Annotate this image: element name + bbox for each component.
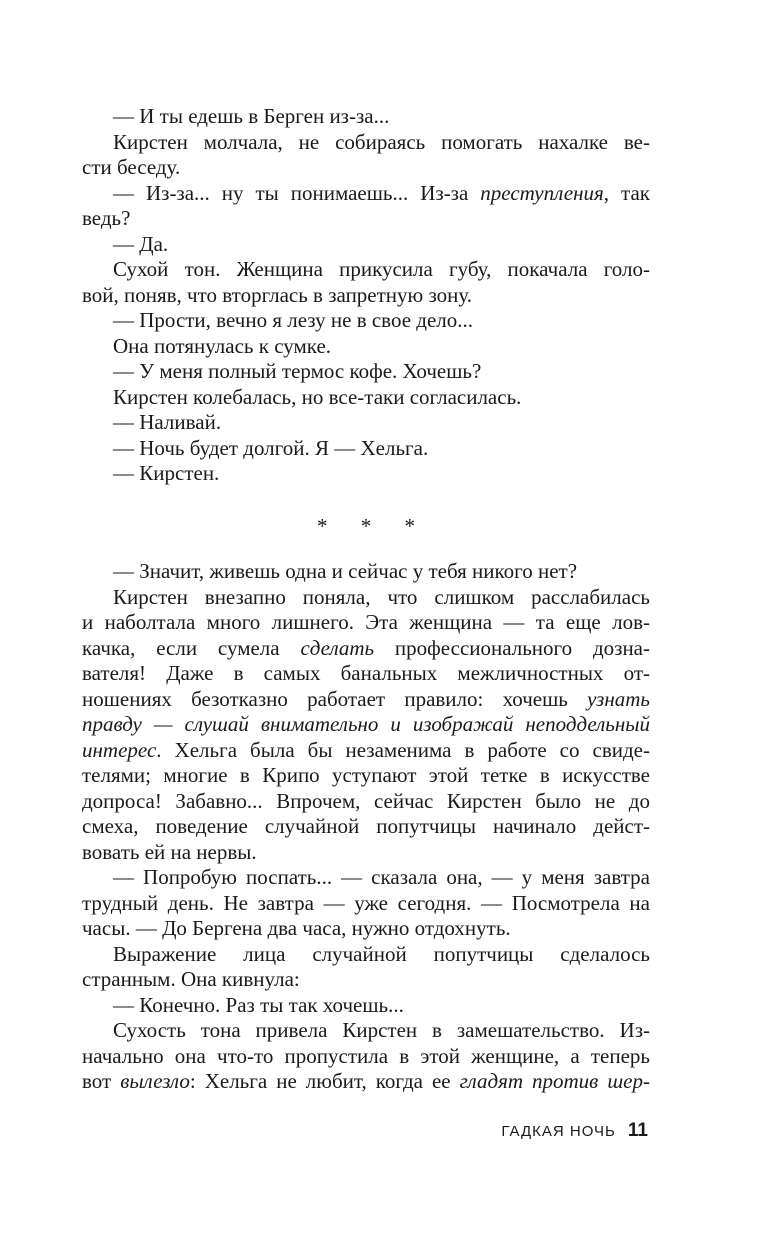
text-span: вот [82, 1069, 121, 1093]
italic-span: сделать [300, 635, 375, 660]
text-line [82, 738, 650, 764]
text-line: вателя! Даже в самых банальных межличностных от- [82, 661, 650, 685]
italic-span: интерес [82, 737, 157, 762]
paragraph [82, 232, 650, 258]
text-line: — Наливай. [113, 410, 222, 434]
paragraph [82, 461, 650, 487]
paragraph [82, 559, 650, 585]
page-footer [501, 1120, 648, 1142]
italic-span: гладят против шер- [459, 1069, 650, 1093]
text-line: Кирстен колебалась, но все-таки согласилась. [113, 384, 522, 409]
italic-span: вылезло [120, 1069, 190, 1093]
text-line: Сухой тон. Женщина прикусила губу, покачала голо- [113, 257, 650, 281]
text-span: профессионального дозна- [374, 635, 650, 660]
text-line [82, 181, 650, 207]
text-line: — И ты едешь в Берген из-за... [113, 104, 390, 128]
text-line: вовать ей на нервы. [82, 839, 257, 864]
paragraph [82, 385, 650, 411]
text-line: ведь? [82, 206, 131, 230]
text-line: — Да. [113, 231, 169, 256]
text-span: , так [603, 180, 650, 205]
section-separator: * * * [317, 513, 429, 538]
paragraph [82, 104, 650, 130]
text-line: — Кирстен. [113, 461, 220, 485]
text-line: трудный день. Не завтра — уже сегодня. — Посмотрела на [82, 890, 650, 915]
text-line: Кирстен внезапно поняла, что слишком расслабилась [113, 584, 650, 609]
text-span: ношениях безотказно работает правило: хочешь [82, 686, 588, 711]
text-line [82, 712, 650, 738]
text-line: — Прости, вечно я лезу не в свое дело... [113, 308, 474, 332]
text-line: Кирстен молчала, не собираясь помогать нахалке ве- [113, 129, 650, 154]
text-line: сти беседу. [82, 155, 181, 179]
paragraph [82, 308, 650, 334]
italic-span: преступления [480, 180, 604, 205]
italic-span: узнать [587, 686, 650, 711]
paragraph [82, 993, 650, 1019]
text-line: — Конечно. Раз ты так хочешь... [113, 992, 404, 1017]
text-line: допроса! Забавно... Впрочем, сейчас Кирстен было не до [82, 788, 650, 813]
paragraph [82, 334, 650, 360]
text-line: часы. — До Бергена два часа, нужно отдохнуть. [82, 916, 511, 940]
text-line: Сухость тона привела Кирстен в замешательство. Из- [113, 1018, 650, 1042]
paragraph [82, 865, 650, 942]
italic-span: правду — слушай внимательно и изображай неподдельный [82, 712, 650, 736]
text-line: Она потянулась к сумке. [113, 333, 332, 358]
text-line: странным. Она кивнула: [82, 967, 300, 991]
text-line: и наболтала много лишнего. Эта женщина — та еще лов- [82, 610, 650, 634]
paragraph [82, 1018, 650, 1095]
text-line: телями; многие в Крипо уступают этой тетке в искусстве [82, 763, 650, 787]
text-line: — Ночь будет долгой. Я — Хельга. [113, 435, 429, 460]
text-line: вой, поняв, что вторглась в запретную зону. [82, 282, 473, 307]
text-line: — Значит, живешь одна и сейчас у тебя никого нет? [113, 559, 578, 583]
page-body [82, 104, 650, 1095]
text-line [82, 687, 650, 713]
text-line: Выражение лица случайной попутчицы сделалось [113, 941, 650, 966]
page-number: 11 [627, 1120, 648, 1141]
running-title: ГАДКАЯ НОЧЬ [501, 1123, 616, 1140]
text-span: . Хельга была бы незаменима в работе со свиде- [156, 737, 650, 762]
paragraph [82, 942, 650, 993]
paragraph [82, 436, 650, 462]
text-line: начально она что-то пропустила в этой женщине, а теперь [82, 1043, 650, 1068]
paragraph [82, 257, 650, 308]
paragraph [82, 130, 650, 181]
text-span: : Хельга не любит, когда ее [189, 1069, 460, 1093]
paragraph [82, 359, 650, 385]
text-line: — У меня полный термос кофе. Хочешь? [113, 359, 482, 383]
text-line: смеха, поведение случайной попутчицы начинало дейст- [82, 814, 650, 838]
text-line [82, 1069, 650, 1095]
text-span: — Из-за... ну ты понимаешь... Из-за [113, 180, 481, 205]
text-span: качка, если сумела [82, 635, 301, 660]
paragraph [82, 585, 650, 866]
paragraph [82, 181, 650, 232]
text-line [82, 636, 650, 662]
text-line: — Попробую поспать... — сказала она, — у меня завтра [113, 865, 650, 889]
paragraph [82, 410, 650, 436]
